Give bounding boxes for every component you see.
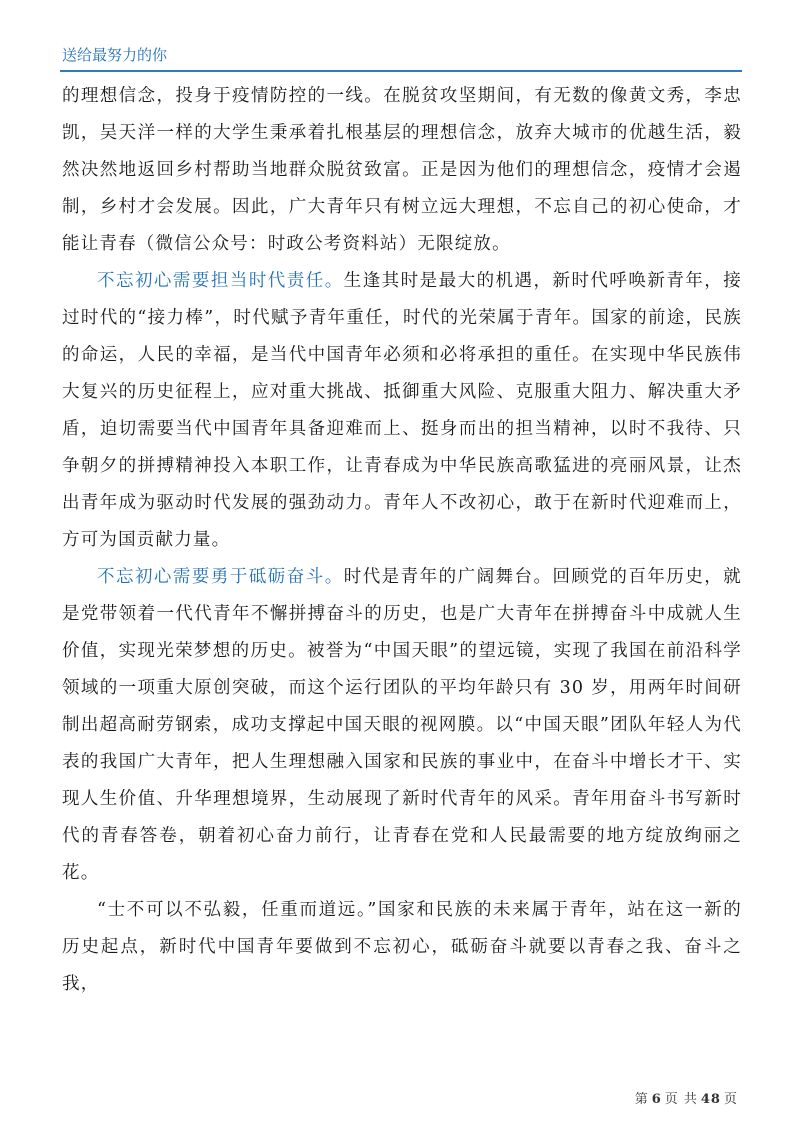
paragraph-text: 时代是青年的广阔舞台。回顾党的百年历史，就是党带领着一代代青年不懈拼搏奋斗的历史，也是广大青年在拼搏奋斗中成就人生价值，实现光荣梦想的历史。被誉为“中国天眼”的望远镜，实现了我国在前沿科学领域的一项重大原创突破，而这个运行团队的平均年龄只有 30 岁，用两年时间研制出超高耐劳钢索，成功支撑起中国天眼的视网膜。以“中国天眼”团队年轻人为代表的我国广大青年，把人生理想融入国家和民族的事业中，在奋斗中增长才干、实现人生价值、升华理想境界，生动展现了新时代青年的风采。青年用奋斗书写新时代的青春答卷，朝着初心奋力前行，让青春在党和人民最需要的地方绽放绚丽之花。 [62,567,742,883]
total-pages: 48 [700,1092,721,1107]
running-header: 送给最努力的你 [62,46,168,64]
paragraph-responsibility [62,263,742,559]
paragraph-conclusion: “士不可以不弘毅，任重而道远。”国家和民族的未来属于青年，站在这一新的历史起点，新时代中国青年要做到不忘初心，砥砺奋斗就要以青春之我、奋斗之我， [62,900,742,994]
paragraph-text: 生逢其时是最大的机遇，新时代呼唤新青年，接过时代的“接力棒”，时代赋予青年重任，时代的光荣属于青年。国家的前途，民族的命运，人民的幸福，是当代中国青年必须和必将承担的重任。在实现中华民族伟大复兴的历史征程上，应对重大挑战、抵御重大风险、克服重大阻力、解决重大矛盾，迫切需要当代中国青年具备迎难而上、挺身而出的担当精神，以时不我待、只争朝夕的拼搏精神投入本职工作，让青春成为中华民族高歌猛进的亮丽风景，让杰出青年成为驱动时代发展的强劲动力。青年人不改初心，敢于在新时代迎难而上，方可为国贡献力量。 [62,271,742,550]
paragraph-continued: 的理想信念，投身于疫情防控的一线。在脱贫攻坚期间，有无数的像黄文秀，李忠凯，吴天洋一样的大学生秉承着扎根基层的理想信念，放弃大城市的优越生活，毅然决然地返回乡村帮助当地群众脱贫致富。正是因为他们的理想信念，疫情才会遏制，乡村才会发展。因此，广大青年只有树立远大理想，不忘自己的初心使命，才能让青春（微信公众号：时政公考资料站）无限绽放。 [62,86,742,254]
section-heading-struggle: 不忘初心需要勇于砥砺奋斗。 [97,567,344,587]
paragraph-struggle [62,559,742,892]
current-page: 6 [651,1092,662,1107]
section-heading-responsibility: 不忘初心需要担当时代责任。 [97,271,344,291]
footer-middle: 页 共 [664,1092,698,1107]
page-number-footer [635,1088,738,1107]
document-body [62,78,742,1003]
header-divider [60,70,742,72]
footer-suffix: 页 [723,1092,738,1107]
footer-prefix: 第 [634,1092,649,1107]
